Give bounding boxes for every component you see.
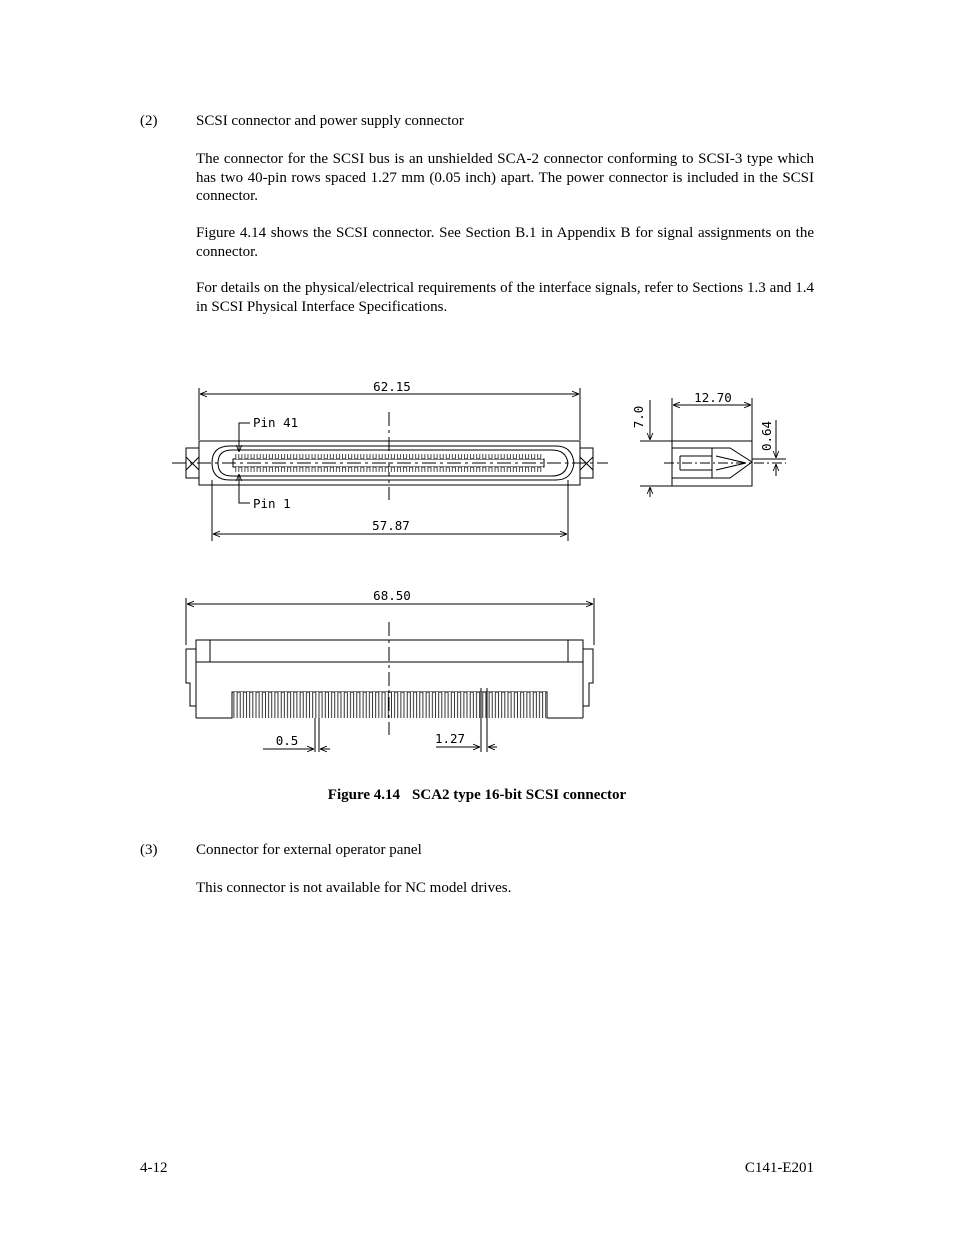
dim-7-0-label: 7.0 xyxy=(631,405,646,429)
section-3-number: (3) xyxy=(140,842,158,858)
document-code: C141-E201 xyxy=(744,1160,814,1176)
figure-caption-number: Figure 4.14 xyxy=(327,787,401,803)
section-2-paragraph-1: The connector for the SCSI bus is an unshielded SCA-2 connector conforming to SCSI-3 type which has two 40-pin rows spaced 1.27 mm (0.05 inch) apart. The power connector is included in the SCSI connector. xyxy=(196,151,814,204)
dim-0-5-label: 0.5 xyxy=(275,733,299,748)
pin-1-label: Pin 1 xyxy=(253,496,291,511)
dim-62-15-label: 62.15 xyxy=(373,379,411,394)
section-2-number: (2) xyxy=(140,113,158,129)
section-3-heading: Connector for external operator panel xyxy=(196,842,422,858)
dim-0-64-label: 0.64 xyxy=(759,420,774,452)
section-3-paragraph: This connector is not available for NC model drives. xyxy=(196,880,512,896)
bottom-view xyxy=(186,598,594,752)
dim-57-87-label: 57.87 xyxy=(372,518,410,533)
pin-41-label: Pin 41 xyxy=(253,415,299,430)
section-2-paragraph-3: For details on the physical/electrical requirements of the interface signals, refer to Sections 1.3 and 1.4 in SCSI Physical Interface Specifications. xyxy=(196,280,814,315)
page-number: 4-12 xyxy=(140,1160,168,1176)
section-2-paragraph-2: Figure 4.14 shows the SCSI connector. See Section B.1 in Appendix B for signal assignments on the connector. xyxy=(196,225,814,260)
dim-12-70-label: 12.70 xyxy=(694,390,732,405)
section-2-heading: SCSI connector and power supply connector xyxy=(196,113,464,129)
dim-1-27-label: 1.27 xyxy=(434,731,466,746)
figure-caption-title: SCA2 type 16-bit SCSI connector xyxy=(412,787,627,803)
figure-caption xyxy=(0,787,954,804)
dim-68-50-label: 68.50 xyxy=(373,588,411,603)
